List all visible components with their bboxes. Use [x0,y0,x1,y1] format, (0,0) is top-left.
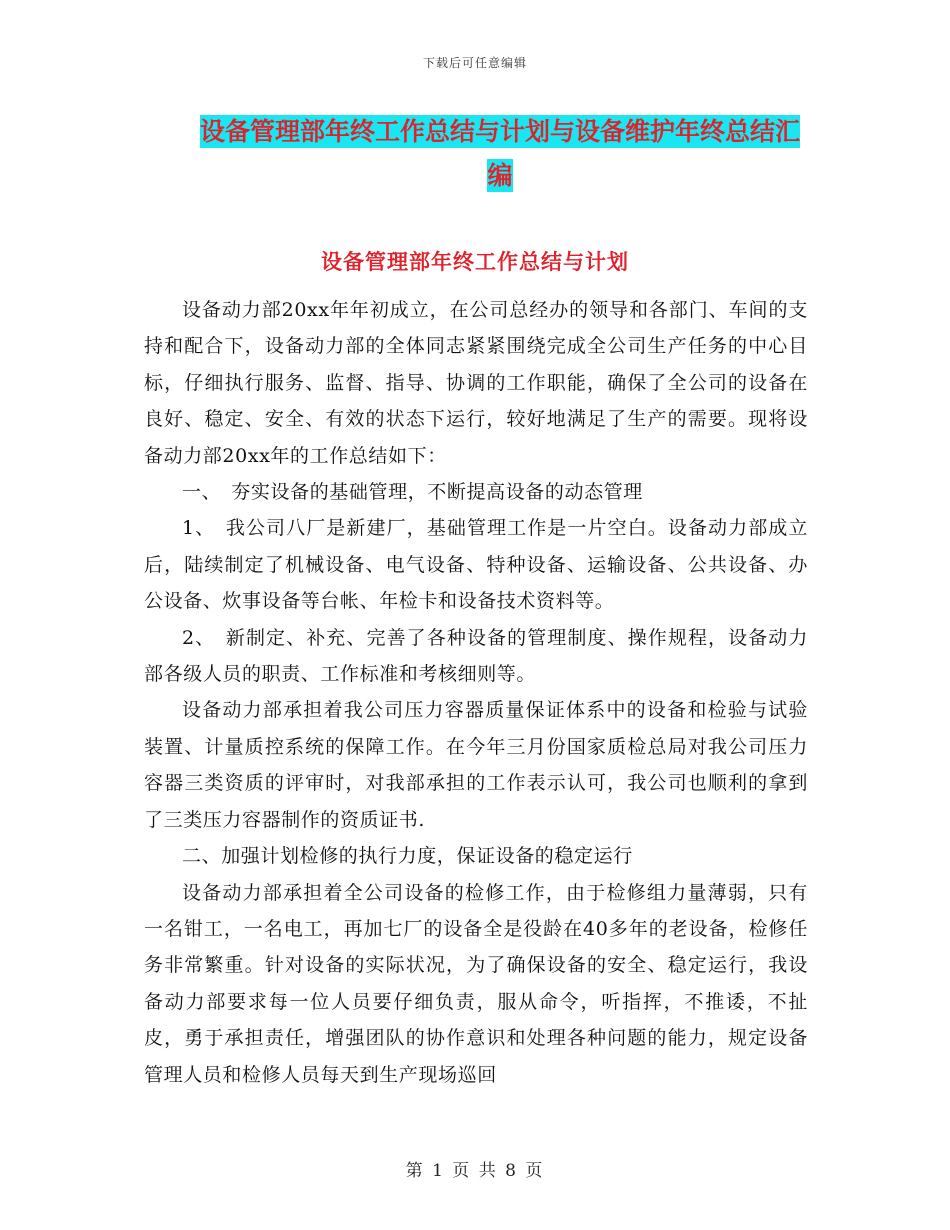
paragraph: 设备动力部承担着全公司设备的检修工作，由于检修组力量薄弱，只有一名钳工，一名电工，再加七厂的设备全是役龄在40多年的老设备，检修任务非常繁重。针对设备的实际状况，为了确保设备的安全、稳定运行，我设备动力部要求每一位人员要仔细负责，服从命令，听指挥，不推诿，不扯皮，勇于承担责任，增强团队的协作意识和处理各种问题的能力，规定设备管理人员和检修人员每天到生产现场巡回 [144,881,808,1086]
paragraph: 设备动力部20xx年年初成立，在公司总经办的领导和各部门、车间的支持和配合下，设备动力部的全体同志紧紧围绕完成全公司生产任务的中心目标，仔细执行服务、监督、指导、协调的工作职能，确保了全公司的设备在良好、稳定、安全、有效的状态下运行，较好地满足了生产的需要。现将设备动力部20xx年的工作总结如下： [144,299,808,467]
page-footer: 第 1 页 共 8 页 [405,1161,545,1181]
paragraph: 1、 我公司八厂是新建厂，基础管理工作是一片空白。设备动力部成立后，陆续制定了机械设备、电气设备、特种设备、运输设备、公共设备、办公设备、炊事设备等台帐、年检卡和设备技术资料等。 [144,517,808,613]
document-title-text: 设备管理部年终工作总结与计划与设备维护年终总结汇编 [199,117,800,190]
header-note: 下载后可任意编辑 [422,56,527,70]
paragraph: 一、 夯实设备的基础管理，不断提高设备的动态管理 [182,481,643,504]
section-title: 设备管理部年终工作总结与计划 [321,250,629,274]
document-body [144,292,808,1093]
paragraph: 设备动力部承担着我公司压力容器质量保证体系中的设备和检验与试验装置、计量质控系统的保障工作。在今年三月份国家质检总局对我公司压力容器三类资质的评审时，对我部承担的工作表示认可，我公司也顺利的拿到了三类压力容器制作的资质证书. [144,699,808,831]
paragraph: 2、 新制定、补充、完善了各种设备的管理制度、操作规程，设备动力部各级人员的职责、工作标准和考核细则等。 [144,626,808,686]
document-title [190,110,810,198]
paragraph: 二、加强计划检修的执行力度，保证设备的稳定运行 [182,845,633,868]
